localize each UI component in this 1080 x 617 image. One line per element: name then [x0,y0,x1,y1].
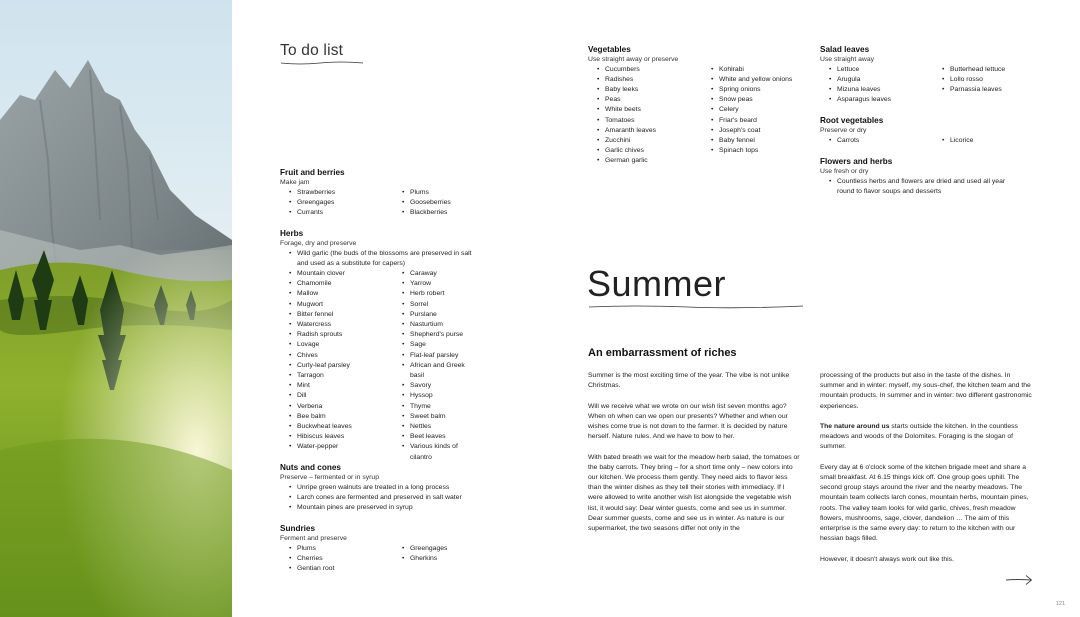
sundries-section [280,523,480,575]
list-item: • Friar's beard [711,116,792,126]
list-item: • Cherries [289,554,334,564]
salad-section [820,44,1035,106]
list-item: • Water-pepper [289,442,352,452]
vegetables-heading: Vegetables [588,45,631,54]
list-item: • Nettles [402,422,480,432]
list-item: • Baby fennel [711,136,792,146]
herbs-sub: Forage, dry and preserve [280,240,357,247]
list-item: • Greengages [402,544,447,554]
list-item: • African and Greek basil [402,361,480,381]
list-item: • Tomatoes [597,116,656,126]
root-col2 [942,136,973,146]
herbs-col1 [289,269,352,453]
list-item: • Lettuce [829,65,891,75]
list-item: • Tarragon [289,371,352,381]
flowers-heading: Flowers and herbs [820,157,893,166]
root-heading: Root vegetables [820,116,884,125]
list-item: • Buckwheat leaves [289,422,352,432]
list-item: • Beet leaves [402,432,480,442]
list-item: • Hibiscus leaves [289,432,352,442]
list-item: • Sage [402,340,480,350]
list-item: • Greengages [289,198,335,208]
summer-body-col2 [820,371,1032,565]
list-item: • Various kinds of cilantro [402,442,480,462]
list-item: • Hyssop [402,391,480,401]
salad-col1 [829,65,891,106]
list-item: • Yarrow [402,279,480,289]
list-item: • Thyme [402,402,480,412]
list-item: • Mugwort [289,300,352,310]
list-item: • Lovage [289,340,352,350]
list-item: • Celery [711,105,792,115]
summer-underline [588,303,804,310]
list-item: • Licorice [942,136,973,146]
flowers-sub: Use fresh or dry [820,168,869,175]
list-item: • Mizuna leaves [829,85,891,95]
herbs-heading: Herbs [280,229,304,238]
list-item: • Sorrel [402,300,480,310]
paragraph: The nature around us starts outside the kitchen. In the countless meadows and woods of the Dolomites. Foraging is the slogan of summer. [820,423,1018,451]
root-col1 [829,136,859,146]
list-item: • German garlic [597,156,656,166]
list-item: • Carrots [829,136,859,146]
salad-heading: Salad leaves [820,45,870,54]
summer-subtitle: An embarrassment of riches [588,347,737,359]
vegetables-sub: Use straight away or preserve [588,56,679,63]
next-arrow-icon[interactable] [1005,574,1033,586]
vegetables-col1 [597,65,656,167]
list-item: • Asparagus leaves [829,95,891,105]
list-item: • White beets [597,105,656,115]
list-item: • Bitter fennel [289,310,352,320]
list-item: • Snow peas [711,95,792,105]
fruit-heading: Fruit and berries [280,168,345,177]
list-item: • Chamomile [289,279,352,289]
flowers-list [829,177,1020,197]
list-item: • Shepherd's purse [402,330,480,340]
list-item: • Zucchini [597,136,656,146]
list-item: • Joseph's coat [711,126,792,136]
list-item: • Bee balm [289,412,352,422]
list-item: • Parnassia leaves [942,85,1005,95]
paragraph: However, it doesn't always work out like this. [820,555,954,563]
page-number: 121 [1056,601,1066,607]
herbs-col2 [402,269,480,463]
list-item: • Strawberries [289,188,335,198]
list-item: • Curly-leaf parsley [289,361,352,371]
nuts-section [280,462,480,513]
paragraph: Will we receive what we wrote on our wish list seven months ago? When oh when can we open our presents? Whether and when our wishes come true is not down to the farmer. It is decided by nature herself. Nature rules. And we have to bow to her. [588,402,788,441]
list-item: • Garlic chives [597,146,656,156]
fruit-col1 [289,188,335,219]
list-item: • Blackberries [402,208,451,218]
list-item: • Chives [289,351,352,361]
list-item: • Mountain pines are preserved in syrup [289,503,480,513]
list-item: • Spring onions [711,85,792,95]
list-item: • Cucumbers [597,65,656,75]
paragraph: With bated breath we wait for the meadow herb salad, the tomatoes or the baby carrots. They bring – for a short time only – new colors into our kitchen. We process them gently. They need aids to flavor less than the winter dishes as they tell their stories with immediacy. If I were allowed to write another wish list alongside the vegetable wish list, it would say: Dear winter guests, come and see us in summer. Dear summer guests, come and see us in winter. As nature is our supermarket, the two seasons differ not only in the [588,453,800,533]
list-item: • Mountain clover [289,269,352,279]
list-item: • Lollo rosso [942,75,1005,85]
sundries-sub: Ferment and preserve [280,535,347,542]
list-item: • Herb robert [402,289,480,299]
list-item: • Spinach tops [711,146,792,156]
list-item: • Mallow [289,289,352,299]
list-item: • Kohlrabi [711,65,792,75]
summer-title: Summer [587,263,727,304]
list-item: • Plums [289,544,334,554]
list-item: • Wild garlic (the buds of the blossoms are preserved in salt and used as a substitute for capers) [289,249,477,269]
herbs-section [280,228,480,461]
list-item: • Currants [289,208,335,218]
list-item: • Baby leeks [597,85,656,95]
list-item: • Gentian root [289,564,334,574]
list-item: • Savory [402,381,480,391]
list-item: • Radish sprouts [289,330,352,340]
sundries-heading: Sundries [280,524,316,533]
list-item: • Purslane [402,310,480,320]
list-item: • Radishes [597,75,656,85]
list-item: • Gherkins [402,554,447,564]
list-item: • Plums [402,188,451,198]
sundries-col2 [402,544,447,564]
salad-col2 [942,65,1005,96]
list-item: • Watercress [289,320,352,330]
list-item: • Flat-leaf parsley [402,351,480,361]
list-item: • Butterhead lettuce [942,65,1005,75]
list-item: • Caraway [402,269,480,279]
list-item: • Larch cones are fermented and preserved in salt water [289,493,480,503]
list-item: • White and yellow onions [711,75,792,85]
paragraph: Every day at 6 o'clock some of the kitchen brigade meet and share a small breakfast. At 6.15 things kick off. One group goes uphill. The second group stays around the river and the nearby meadows. The mountain team collects larch cones, mountain herbs, mountain pines, roots. The valley team looks for wild garlic, chives, fresh meadow flowers, mushrooms, sage, clover, dandelion … The aim of this enterprise is the same every day: to return to the kitchen with our hessian bags filled. [820,463,1029,543]
list-item: • Nasturtium [402,320,480,330]
list-item: • Arugula [829,75,891,85]
list-item: • Dill [289,391,352,401]
list-item: • Amaranth leaves [597,126,656,136]
herbs-wide [289,249,477,269]
flowers-section [820,156,1020,197]
summer-body-col1 [588,371,800,534]
title-underline [280,60,364,66]
sundries-col1 [289,544,334,575]
nuts-list [289,483,480,514]
salad-sub: Use straight away [820,56,875,63]
paragraph: Summer is the most exciting time of the year. The vibe is not unlike Christmas. [588,372,790,390]
fruit-sub: Make jam [280,179,310,186]
list-item: • Sweet balm [402,412,480,422]
fruit-section [280,167,480,219]
vegetables-col2 [711,65,792,157]
nuts-heading: Nuts and cones [280,463,341,472]
todo-title: To do list [280,42,344,59]
root-sub: Preserve or dry [820,127,867,134]
paragraph: processing of the products but also in the taste of the dishes. In summer and in winter: myself, my sous-chef, the kitchen team and the mountain products. In summer and in winter: two different gastronomic experiences. [820,372,1032,410]
mountain-meadow-photo [0,0,232,617]
root-section [820,115,1035,147]
list-item: • Mint [289,381,352,391]
list-item: • Verbena [289,402,352,412]
list-item: • Gooseberries [402,198,451,208]
nuts-sub: Preserve – fermented or in syrup [280,474,379,481]
vegetables-section [588,44,803,168]
list-item: • Peas [597,95,656,105]
list-item: • Unripe green walnuts are treated in a long process [289,483,480,493]
list-item: • Countless herbs and flowers are dried and used all year round to flavor soups and desserts [829,177,1020,197]
fruit-col2 [402,188,451,219]
